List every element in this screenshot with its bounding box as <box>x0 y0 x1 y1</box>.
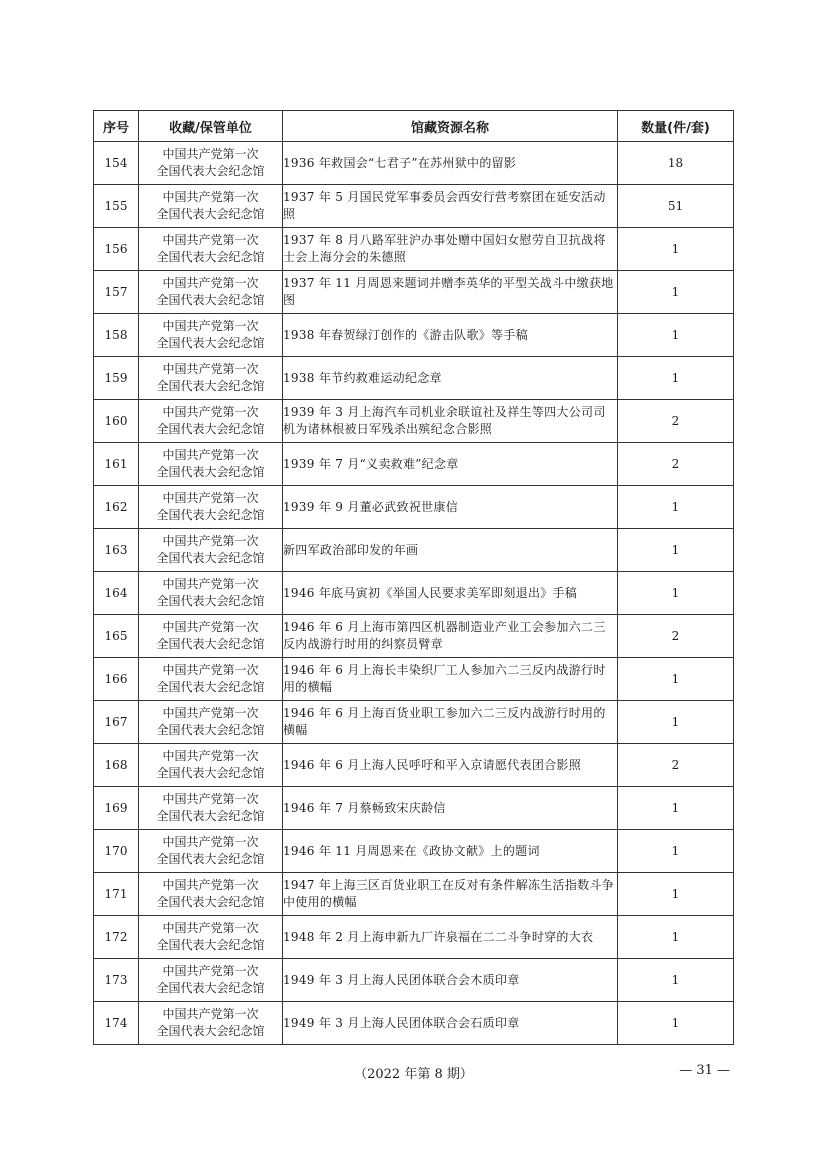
cell-name: 新四军政治部印发的年画 <box>283 529 618 572</box>
table-row <box>94 916 734 959</box>
cell-unit <box>139 830 283 873</box>
cell-unit <box>139 916 283 959</box>
cell-unit-line2: 全国代表大会纪念馆 <box>156 766 265 780</box>
cell-qty: 51 <box>618 185 734 228</box>
header-unit: 收藏/保管单位 <box>139 111 283 142</box>
cell-no: 169 <box>94 787 139 830</box>
header-no: 序号 <box>94 111 139 142</box>
cell-no: 154 <box>94 142 139 185</box>
cell-unit-line1: 中国共产党第一次 <box>162 190 259 204</box>
cell-qty: 1 <box>618 873 734 916</box>
cell-name: 1937 年 11 月周恩来题词并赠李英华的平型关战斗中缴获地图 <box>283 271 618 314</box>
cell-unit <box>139 658 283 701</box>
cell-unit-line2: 全国代表大会纪念馆 <box>156 422 265 436</box>
cell-name: 1938 年节约救难运动纪念章 <box>283 357 618 400</box>
cell-no: 174 <box>94 1002 139 1045</box>
cell-unit <box>139 572 283 615</box>
cell-unit-line1: 中国共产党第一次 <box>162 749 259 763</box>
cell-qty: 1 <box>618 357 734 400</box>
cell-qty: 2 <box>618 443 734 486</box>
cell-unit-line2: 全国代表大会纪念馆 <box>156 809 265 823</box>
table-row <box>94 185 734 228</box>
cell-unit <box>139 314 283 357</box>
cell-unit <box>139 443 283 486</box>
cell-unit-line1: 中国共产党第一次 <box>162 835 259 849</box>
cell-unit-line1: 中国共产党第一次 <box>162 448 259 462</box>
cell-unit <box>139 744 283 787</box>
cell-unit-line1: 中国共产党第一次 <box>162 233 259 247</box>
cell-qty: 1 <box>618 1002 734 1045</box>
cell-unit-line2: 全国代表大会纪念馆 <box>156 379 265 393</box>
table-row <box>94 572 734 615</box>
cell-no: 162 <box>94 486 139 529</box>
collection-table <box>93 110 734 1045</box>
cell-qty: 2 <box>618 744 734 787</box>
table-row <box>94 959 734 1002</box>
cell-unit <box>139 787 283 830</box>
cell-unit-line2: 全国代表大会纪念馆 <box>156 723 265 737</box>
cell-unit <box>139 959 283 1002</box>
cell-name: 1939 年 9 月董必武致祝世康信 <box>283 486 618 529</box>
cell-name: 1948 年 2 月上海申新九厂许泉福在二二斗争时穿的大衣 <box>283 916 618 959</box>
cell-unit-line2: 全国代表大会纪念馆 <box>156 336 265 350</box>
cell-no: 159 <box>94 357 139 400</box>
cell-unit-line1: 中国共产党第一次 <box>162 964 259 978</box>
table-row <box>94 830 734 873</box>
cell-no: 155 <box>94 185 139 228</box>
cell-name: 1946 年 6 月上海市第四区机器制造业产业工会参加六二三反内战游行时用的纠察员臂章 <box>283 615 618 658</box>
cell-unit-line1: 中国共产党第一次 <box>162 362 259 376</box>
cell-no: 168 <box>94 744 139 787</box>
cell-unit <box>139 701 283 744</box>
cell-no: 156 <box>94 228 139 271</box>
cell-unit-line1: 中国共产党第一次 <box>162 663 259 677</box>
cell-unit-line2: 全国代表大会纪念馆 <box>156 551 265 565</box>
cell-no: 167 <box>94 701 139 744</box>
cell-unit-line2: 全国代表大会纪念馆 <box>156 594 265 608</box>
cell-unit <box>139 1002 283 1045</box>
table-row <box>94 228 734 271</box>
cell-name: 1946 年 6 月上海人民呼吁和平入京请愿代表团合影照 <box>283 744 618 787</box>
cell-no: 170 <box>94 830 139 873</box>
cell-unit-line1: 中国共产党第一次 <box>162 921 259 935</box>
cell-unit <box>139 185 283 228</box>
cell-no: 172 <box>94 916 139 959</box>
cell-unit-line2: 全国代表大会纪念馆 <box>156 207 265 221</box>
cell-unit-line2: 全国代表大会纪念馆 <box>156 895 265 909</box>
table-row <box>94 615 734 658</box>
cell-no: 157 <box>94 271 139 314</box>
cell-unit <box>139 529 283 572</box>
cell-qty: 1 <box>618 830 734 873</box>
cell-qty: 1 <box>618 486 734 529</box>
cell-unit-line1: 中国共产党第一次 <box>162 620 259 634</box>
cell-unit-line1: 中国共产党第一次 <box>162 706 259 720</box>
cell-unit-line1: 中国共产党第一次 <box>162 577 259 591</box>
header-qty: 数量(件/套) <box>618 111 734 142</box>
table-row <box>94 142 734 185</box>
cell-unit-line1: 中国共产党第一次 <box>162 878 259 892</box>
cell-unit-line2: 全国代表大会纪念馆 <box>156 465 265 479</box>
table-row <box>94 873 734 916</box>
cell-unit-line2: 全国代表大会纪念馆 <box>156 250 265 264</box>
table-row <box>94 658 734 701</box>
cell-qty: 1 <box>618 658 734 701</box>
table-header-row <box>94 111 734 142</box>
cell-name: 1939 年 3 月上海汽车司机业余联谊社及祥生等四大公司司机为诸林根被日军残杀出殡纪念合影照 <box>283 400 618 443</box>
table-row <box>94 1002 734 1045</box>
cell-unit <box>139 271 283 314</box>
cell-name: 1936 年救国会“七君子”在苏州狱中的留影 <box>283 142 618 185</box>
cell-unit-line1: 中国共产党第一次 <box>162 147 259 161</box>
cell-no: 160 <box>94 400 139 443</box>
cell-unit-line2: 全国代表大会纪念馆 <box>156 852 265 866</box>
cell-no: 173 <box>94 959 139 1002</box>
cell-unit-line1: 中国共产党第一次 <box>162 534 259 548</box>
table-row <box>94 443 734 486</box>
cell-qty: 1 <box>618 787 734 830</box>
cell-unit-line1: 中国共产党第一次 <box>162 319 259 333</box>
cell-unit-line2: 全国代表大会纪念馆 <box>156 637 265 651</box>
cell-qty: 1 <box>618 572 734 615</box>
page-number: — 31 — <box>679 1063 730 1078</box>
cell-unit <box>139 400 283 443</box>
cell-qty: 2 <box>618 400 734 443</box>
cell-name: 1937 年 5 月国民党军事委员会西安行营考察团在延安活动照 <box>283 185 618 228</box>
cell-name: 1946 年 11 月周恩来在《政协文献》上的题词 <box>283 830 618 873</box>
cell-qty: 1 <box>618 314 734 357</box>
cell-name: 1946 年底马寅初《举国人民要求美军即刻退出》手稿 <box>283 572 618 615</box>
table-row <box>94 314 734 357</box>
cell-unit-line2: 全国代表大会纪念馆 <box>156 508 265 522</box>
cell-no: 163 <box>94 529 139 572</box>
cell-qty: 1 <box>618 271 734 314</box>
cell-unit <box>139 357 283 400</box>
cell-unit <box>139 873 283 916</box>
cell-name: 1946 年 6 月上海长丰染织厂工人参加六二三反内战游行时用的横幅 <box>283 658 618 701</box>
cell-no: 164 <box>94 572 139 615</box>
cell-name: 1946 年 7 月蔡畅致宋庆龄信 <box>283 787 618 830</box>
table-row <box>94 486 734 529</box>
footer-issue: （2022 年第 8 期） <box>354 1067 473 1082</box>
header-name: 馆藏资源名称 <box>283 111 618 142</box>
cell-qty: 1 <box>618 701 734 744</box>
cell-qty: 1 <box>618 228 734 271</box>
cell-unit-line1: 中国共产党第一次 <box>162 792 259 806</box>
cell-qty: 18 <box>618 142 734 185</box>
cell-unit <box>139 142 283 185</box>
cell-name: 1949 年 3 月上海人民团体联合会石质印章 <box>283 1002 618 1045</box>
cell-name: 1949 年 3 月上海人民团体联合会木质印章 <box>283 959 618 1002</box>
cell-unit-line2: 全国代表大会纪念馆 <box>156 680 265 694</box>
cell-unit-line2: 全国代表大会纪念馆 <box>156 164 265 178</box>
cell-no: 171 <box>94 873 139 916</box>
table-row <box>94 271 734 314</box>
cell-no: 161 <box>94 443 139 486</box>
cell-qty: 1 <box>618 916 734 959</box>
cell-unit <box>139 486 283 529</box>
cell-name: 1947 年上海三区百货业职工在反对有条件解冻生活指数斗争中使用的横幅 <box>283 873 618 916</box>
cell-unit-line1: 中国共产党第一次 <box>162 1007 259 1021</box>
table-row <box>94 787 734 830</box>
table-row <box>94 400 734 443</box>
cell-no: 158 <box>94 314 139 357</box>
cell-unit-line2: 全国代表大会纪念馆 <box>156 293 265 307</box>
cell-unit <box>139 615 283 658</box>
table-body <box>94 142 734 1045</box>
cell-unit-line1: 中国共产党第一次 <box>162 405 259 419</box>
cell-name: 1939 年 7 月“义卖救难”纪念章 <box>283 443 618 486</box>
table-row <box>94 529 734 572</box>
cell-no: 166 <box>94 658 139 701</box>
cell-qty: 1 <box>618 529 734 572</box>
cell-name: 1946 年 6 月上海百货业职工参加六二三反内战游行时用的横幅 <box>283 701 618 744</box>
cell-name: 1938 年春贺绿汀创作的《游击队歌》等手稿 <box>283 314 618 357</box>
table-row <box>94 744 734 787</box>
cell-unit-line2: 全国代表大会纪念馆 <box>156 938 265 952</box>
cell-unit <box>139 228 283 271</box>
cell-qty: 2 <box>618 615 734 658</box>
table-row <box>94 701 734 744</box>
cell-qty: 1 <box>618 959 734 1002</box>
cell-unit-line1: 中国共产党第一次 <box>162 491 259 505</box>
cell-name: 1937 年 8 月八路军驻沪办事处赠中国妇女慰劳自卫抗战将士会上海分会的朱德照 <box>283 228 618 271</box>
cell-unit-line2: 全国代表大会纪念馆 <box>156 1024 265 1038</box>
cell-no: 165 <box>94 615 139 658</box>
cell-unit-line2: 全国代表大会纪念馆 <box>156 981 265 995</box>
table-row <box>94 357 734 400</box>
cell-unit-line1: 中国共产党第一次 <box>162 276 259 290</box>
